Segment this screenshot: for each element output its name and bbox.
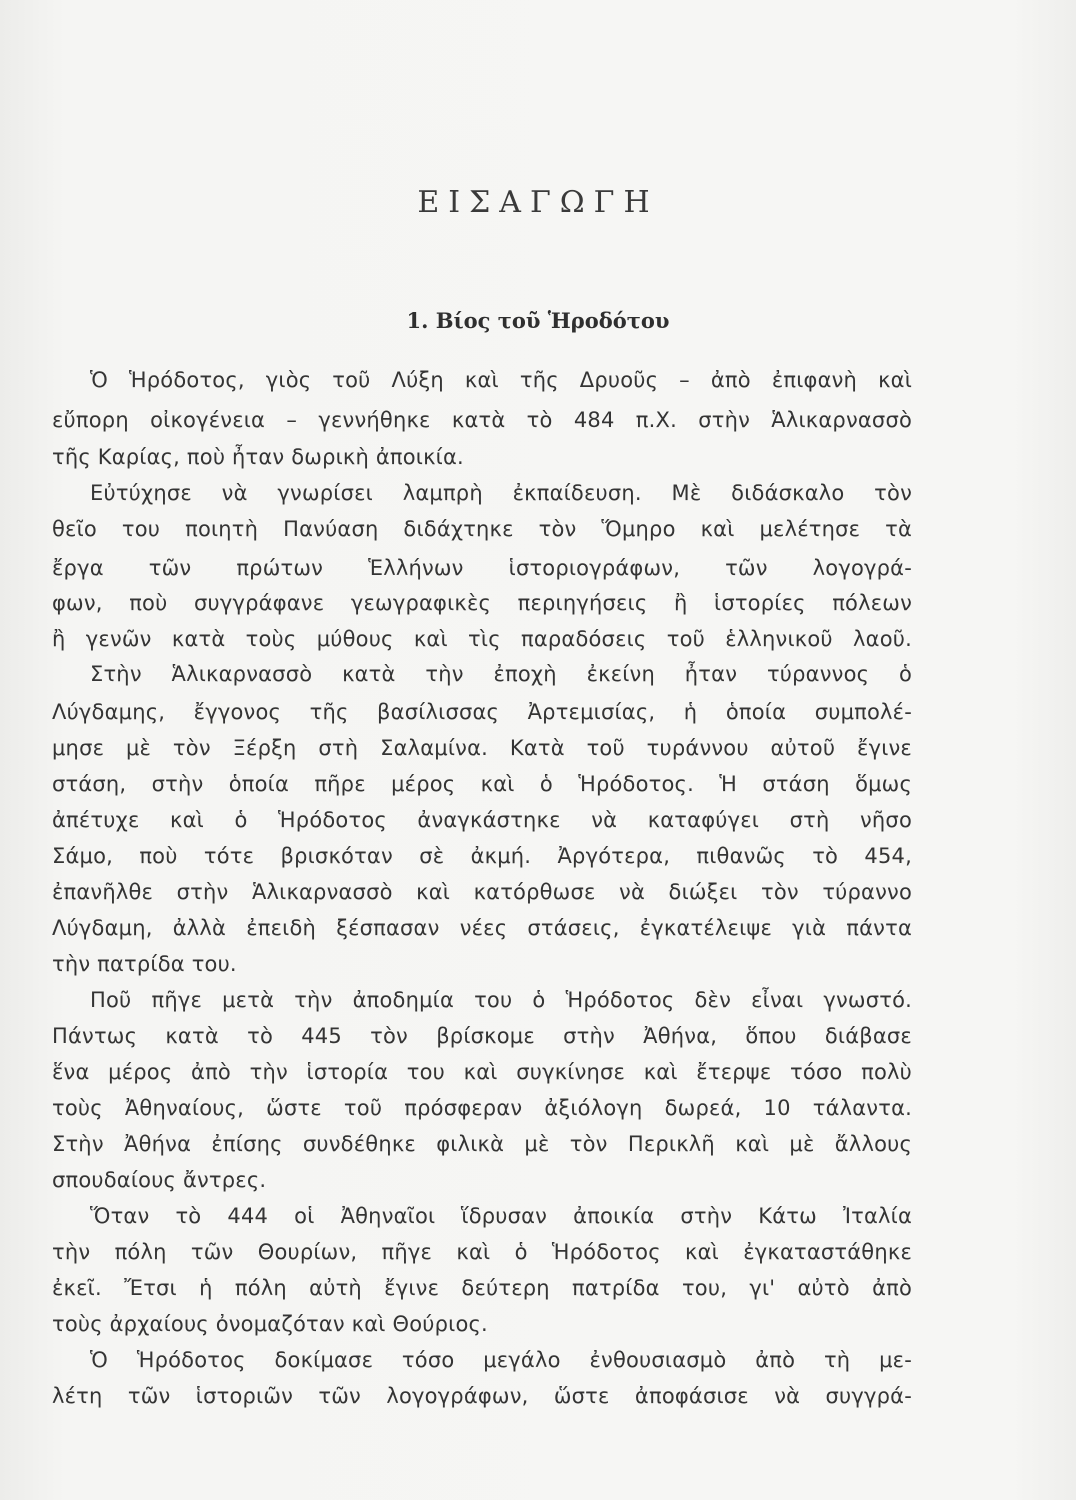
- text-line: εὔπορη οἰκογένεια – γεννήθηκε κατὰ τὸ 484 π.Χ. στὴν Ἁλικαρνασσὸ: [52, 408, 912, 432]
- text-line: στάση, στὴν ὁποία πῆρε μέρος καὶ ὁ Ἡρόδοτος. Ἡ στάση ὅμως: [52, 772, 912, 796]
- text-line: ἔργα τῶν πρώτων Ἑλλήνων ἱστοριογράφων, τῶν λογογρά-: [52, 556, 912, 580]
- text-line: Στὴν Ἀθήνα ἐπίσης συνδέθηκε φιλικὰ μὲ τὸν Περικλῆ καὶ μὲ ἄλλους: [52, 1132, 912, 1156]
- text-line: Εὐτύχησε νὰ γνωρίσει λαμπρὴ ἐκπαίδευση. Μὲ διδάσκαλο τὸν: [90, 481, 912, 505]
- text-line: Πάντως κατὰ τὸ 445 τὸν βρίσκομε στὴν Ἀθήνα, ὅπου διάβασε: [52, 1024, 912, 1048]
- text-line: Σάμο, ποὺ τότε βρισκόταν σὲ ἀκμή. Ἀργότερα, πιθανῶς τὸ 454,: [52, 844, 912, 868]
- chapter-title: ΕΙΣΑΓΩΓΗ: [417, 185, 659, 220]
- text-line: μησε μὲ τὸν Ξέρξη στὴ Σαλαμίνα. Κατὰ τοῦ τυράννου αὐτοῦ ἔγινε: [52, 736, 912, 760]
- text-line: Ὅταν τὸ 444 οἱ Ἀθηναῖοι ἵδρυσαν ἀποικία στὴν Κάτω Ἰταλία: [90, 1204, 912, 1228]
- text-line: σπουδαίους ἄντρες.: [52, 1168, 267, 1192]
- text-line: τῆς Καρίας, ποὺ ἦταν δωρικὴ ἀποικία.: [52, 445, 464, 469]
- text-line: Στὴν Ἁλικαρνασσὸ κατὰ τὴν ἐποχὴ ἐκείνη ἦταν τύραννος ὁ: [90, 662, 912, 686]
- text-line: τοὺς Ἀθηναίους, ὥστε τοῦ πρόσφεραν ἀξιόλογη δωρεά, 10 τάλαντα.: [52, 1096, 912, 1120]
- section-title: 1. Βίος τοῦ Ἡροδότου: [406, 308, 670, 333]
- text-line: τὴν πόλη τῶν Θουρίων, πῆγε καὶ ὁ Ἡρόδοτος καὶ ἐγκαταστάθηκε: [52, 1240, 912, 1264]
- text-line: τοὺς ἀρχαίους ὀνομαζόταν καὶ Θούριος.: [52, 1312, 488, 1336]
- text-line: τὴν πατρίδα του.: [52, 952, 237, 976]
- text-line: Ὁ Ἡρόδοτος, γιὸς τοῦ Λύξη καὶ τῆς Δρυοῦς – ἀπὸ ἐπιφανὴ καὶ: [90, 368, 912, 392]
- text-line: Λύγδαμη, ἀλλὰ ἐπειδὴ ξέσπασαν νέες στάσεις, ἐγκατέλειψε γιὰ πάντα: [52, 916, 912, 940]
- text-line: Λύγδαμης, ἔγγονος τῆς βασίλισσας Ἀρτεμισίας, ἡ ὁποία συμπολέ-: [52, 700, 912, 724]
- text-line: Ποῦ πῆγε μετὰ τὴν ἀποδημία του ὁ Ἡρόδοτος δὲν εἶναι γνωστό.: [90, 988, 912, 1012]
- text-line: λέτη τῶν ἱστοριῶν τῶν λογογράφων, ὥστε ἀποφάσισε νὰ συγγρά-: [52, 1384, 912, 1408]
- text-line: Ὁ Ἡρόδοτος δοκίμασε τόσο μεγάλο ἐνθουσιασμὸ ἀπὸ τὴ με-: [90, 1348, 912, 1372]
- text-line: φων, ποὺ συγγράφανε γεωγραφικὲς περιηγήσεις ἢ ἱστορίες πόλεων: [52, 591, 912, 615]
- text-line: ἀπέτυχε καὶ ὁ Ἡρόδοτος ἀναγκάστηκε νὰ καταφύγει στὴ νῆσο: [52, 808, 912, 832]
- text-line: ἐπανῆλθε στὴν Ἁλικαρνασσὸ καὶ κατόρθωσε νὰ διώξει τὸν τύραννο: [52, 880, 912, 904]
- text-line: ἢ γενῶν κατὰ τοὺς μύθους καὶ τὶς παραδόσεις τοῦ ἑλληνικοῦ λαοῦ.: [52, 627, 912, 651]
- text-line: ἕνα μέρος ἀπὸ τὴν ἱστορία του καὶ συγκίνησε καὶ ἔτερψε τόσο πολὺ: [52, 1060, 912, 1084]
- text-line: ἐκεῖ. Ἔτσι ἡ πόλη αὐτὴ ἔγινε δεύτερη πατρίδα του, γι' αὐτὸ ἀπὸ: [52, 1276, 912, 1300]
- text-line: θεῖο του ποιητὴ Πανύαση διδάχτηκε τὸν Ὅμηρο καὶ μελέτησε τὰ: [52, 517, 912, 541]
